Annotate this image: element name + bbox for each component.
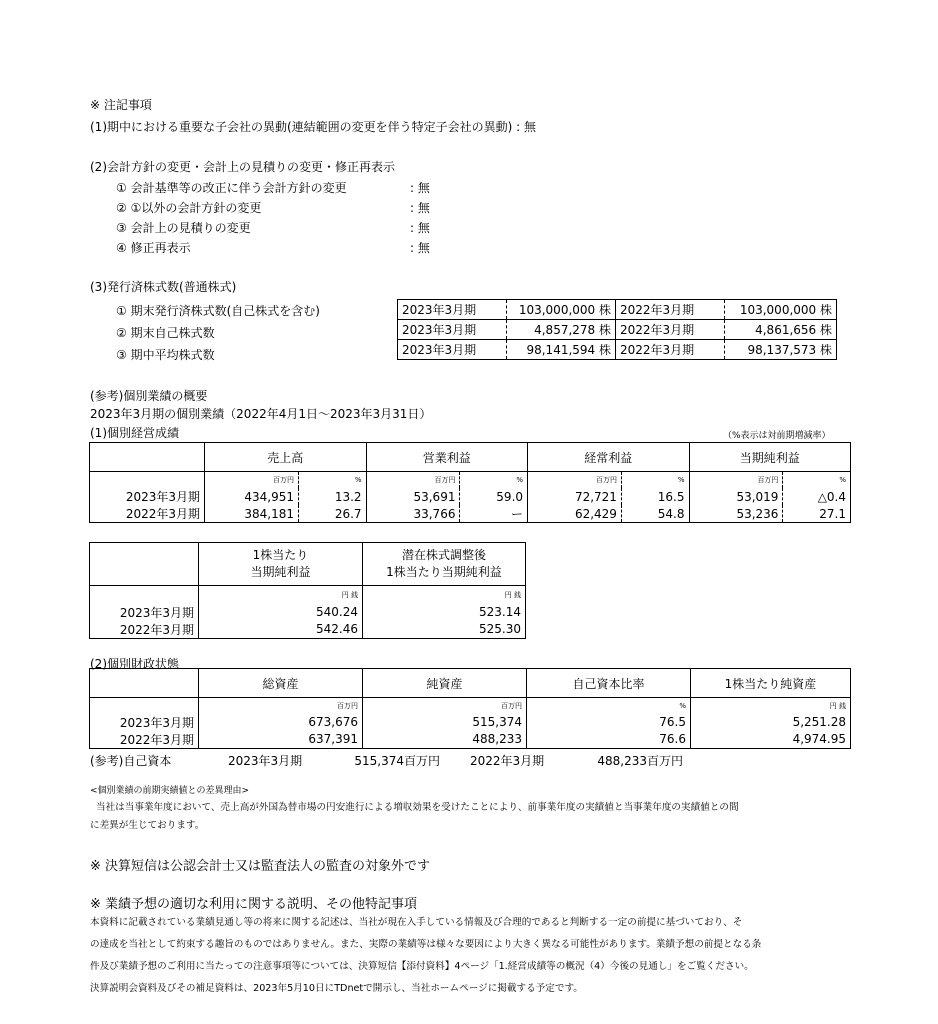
table-row [90,621,526,639]
row-label: 2022年3月期 [119,622,194,637]
equity-value: 488,233百万円 [597,754,683,768]
financial-position-table [89,668,851,749]
shares-label: ② 期末自己株式数 [116,326,215,340]
unit: 円 銭 [691,698,851,714]
unit: % [298,472,366,489]
note2-item-value: : 無 [410,221,430,235]
eps-header-line: 1株当たり当期純利益 [386,565,502,579]
note2-item-label: ① 会計基準等の改正に伴う会計方針の変更 [116,181,347,195]
cell: 488,233 [363,731,527,749]
cell: 540.24 [199,604,363,621]
col-header: 売上高 [205,443,366,472]
period: 2022年3月期 [616,300,725,320]
shares-label: ③ 期中平均株式数 [116,348,215,362]
unit: 百万円 [205,472,299,489]
shares-table [397,299,837,360]
unit: 円 銭 [199,586,363,604]
col-header: 当期純利益 [689,443,851,472]
cell: 673,676 [199,714,363,731]
note-subsidiary: (1)期中における重要な子会社の異動(連結範囲の変更を伴う特定子会社の異動) : 無 [90,120,537,134]
forecast-text: 本資料に記載されている業績見通し等の将来に関する記述は、当社が現在入手している情報及び合理的であると判断する一定の前提に基づいており、そ [90,917,743,928]
cell: 54.8 [621,505,689,523]
forecast-title: ※ 業績予想の適切な利用に関する説明、その他特記事項 [90,897,418,912]
unit: % [621,472,689,489]
diff-text: に差異が生じております。 [90,820,205,831]
table-row [90,731,851,749]
eps-header [199,543,363,586]
cell: 53,236 [689,505,783,523]
eps-header-line: 1株当たり [252,548,309,562]
cell: 13.2 [298,488,366,505]
operating-results-table [89,442,851,523]
period: 2022年3月期 [616,320,725,340]
note2-item-label: ④ 修正再表示 [116,241,191,255]
note-shares-title: (3)発行済株式数(普通株式) [90,280,237,294]
value: 103,000,000 株 [725,300,837,320]
cell: 59.0 [460,488,528,505]
equity-period: 2023年3月期 [228,754,303,768]
cell: 384,181 [205,505,299,523]
col-header: 総資産 [199,669,363,698]
pct-note: （%表示は対前期増減率） [723,431,831,441]
value: 98,141,594 株 [507,340,616,360]
note2-item-value: : 無 [410,241,430,255]
unit: 百万円 [366,472,460,489]
value: 98,137,573 株 [725,340,837,360]
value: 103,000,000 株 [507,300,616,320]
cell: 523.14 [363,604,526,621]
forecast-text: 件及び業績予想のご利用に当たっての注意事項等については、決算短信【添付資料】4ページ「1.経営成績等の概況（4）今後の見通し」をご覧ください。 [90,961,754,972]
col-header: 営業利益 [366,443,527,472]
equity-label: (参考)自己資本 [90,754,172,768]
shares-label: ① 期末発行済株式数(自己株式を含む) [116,304,320,318]
note2-item-label: ③ 会計上の見積りの変更 [116,221,251,235]
col-header: 経常利益 [528,443,689,472]
col-header: 純資産 [363,669,527,698]
cell: 26.7 [298,505,366,523]
cell: 16.5 [621,488,689,505]
row-label: 2022年3月期 [125,507,201,521]
unit: 百万円 [528,472,622,489]
cell: 72,721 [528,488,622,505]
table-row [398,300,837,320]
notes-title: ※ 注記事項 [90,98,152,112]
period: 2023年3月期 [398,300,507,320]
eps-table [89,542,526,639]
note-accounting-title: (2)会計方針の変更・会計上の見積りの変更・修正再表示 [90,160,396,174]
unit: % [783,472,851,489]
table-row [398,340,837,360]
ref-title: (参考)個別業績の概要 [90,389,208,403]
unit: 百万円 [199,698,363,714]
cell: 4,974.95 [691,731,851,749]
cell: 53,691 [366,488,460,505]
row-label: 2023年3月期 [119,715,194,730]
audit-note: ※ 決算短信は公認会計士又は監査法人の監査の対象外です [90,859,431,874]
cell: 525.30 [363,621,526,639]
unit: 百万円 [363,698,527,714]
table-row [90,604,526,621]
period: 2023年3月期 [398,320,507,340]
note2-item-label: ② ①以外の会計方針の変更 [116,201,262,215]
cell: 434,951 [205,488,299,505]
diff-text: 当社は当事業年度において、売上高が外国為替市場の円安進行による増収効果を受けたことにより、前事業年度の実績値と当事業年度の実績値との間 [96,802,739,813]
table-row [90,714,851,731]
value: 4,857,278 株 [507,320,616,340]
table-row [90,505,851,523]
cell: 515,374 [363,714,527,731]
cell: 637,391 [199,731,363,749]
cell: △0.4 [783,488,851,505]
cell: 62,429 [528,505,622,523]
row-label: 2023年3月期 [119,605,194,620]
col-header: 自己資本比率 [527,669,691,698]
unit: 百万円 [689,472,783,489]
cell: ー [460,505,528,523]
cell: 542.46 [199,621,363,639]
equity-value: 515,374百万円 [354,754,440,768]
period: 2023年3月期 [398,340,507,360]
cell: 33,766 [366,505,460,523]
cell: 76.6 [527,731,691,749]
cell: 27.1 [783,505,851,523]
col-header: 1株当たり純資産 [691,669,851,698]
eps-header-line: 潜在株式調整後 [401,548,486,562]
period: 2022年3月期 [616,340,725,360]
eps-header-line: 当期純利益 [250,565,311,579]
diluted-eps-header [363,543,526,586]
unit: % [527,698,691,714]
value: 4,861,656 株 [725,320,837,340]
ref-period: 2023年3月期の個別業績（2022年4月1日～2023年3月31日） [90,407,432,421]
unit: % [460,472,528,489]
cell: 53,019 [689,488,783,505]
financial-position-title: (2)個別財政状態 [90,657,179,671]
row-label: 2023年3月期 [125,490,201,504]
cell: 76.5 [527,714,691,731]
operating-results-title: (1)個別経営成績 [90,426,179,440]
table-row [398,320,837,340]
diff-title: <個別業績の前期実績値との差異理由> [90,786,250,796]
note2-item-value: : 無 [410,201,430,215]
forecast-text: の達成を当社として約束する趣旨のものではありません。また、実際の業績等は様々な要因により大きく異なる可能性があります。業績予想の前提となる条 [90,939,762,950]
forecast-text: 決算説明会資料及びその補足資料は、2023年5月10日にTDnetで開示し、当社ホームページに掲載する予定です。 [90,983,583,994]
note2-item-value: : 無 [410,181,430,195]
table-row [90,488,851,505]
unit: 円 銭 [363,586,526,604]
row-label: 2022年3月期 [119,732,194,747]
equity-period: 2022年3月期 [470,754,545,768]
cell: 5,251.28 [691,714,851,731]
